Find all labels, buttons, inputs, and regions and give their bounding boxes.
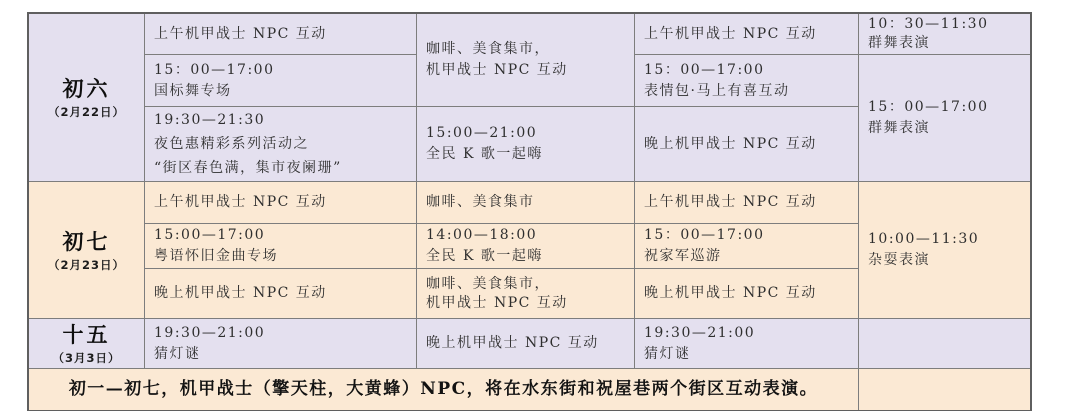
activity-cell-d7-c2-evening-npc (145, 269, 417, 319)
cell-line: 机甲战士 NPC 互动 (426, 62, 568, 78)
cell-line: 上午机甲战士 NPC 互动 (154, 194, 327, 210)
cell-line: 猜灯谜 (644, 345, 691, 362)
cell-line: 祝家军巡游 (644, 248, 722, 264)
activity-cell-d15-c4-lantern-riddles (635, 319, 859, 369)
activity-cell-d6-c4-evening-npc (635, 107, 859, 182)
performance-cell-d15-empty (859, 319, 1030, 369)
activity-cell-d7-c3-coffee-market (417, 182, 635, 224)
cell-line: 咖啡、美食集市 (426, 194, 535, 210)
cell-line: 杂耍表演 (868, 252, 930, 268)
cell-line: 上午机甲战士 NPC 互动 (644, 25, 817, 42)
time-label: 19:30—21:30 (154, 112, 266, 128)
time-label: 15:00—21:00 (426, 125, 538, 141)
cell-line: 全民 K 歌一起嗨 (426, 146, 543, 162)
activity-cell-d6-c2-ballroom (145, 55, 417, 107)
date-label: （2月22日） (47, 105, 125, 119)
date-cell-chuliu (29, 14, 145, 182)
activity-cell-d6-c4-morning-npc (635, 14, 859, 55)
footer-note-text: 初一—初七，机甲战士（擎天柱，大黄蜂）NPC，将在水东街和祝屋巷两个街区互动表演。 (68, 379, 819, 399)
cell-line: 上午机甲战士 NPC 互动 (154, 25, 327, 42)
activity-cell-d7-c3-karaoke (417, 224, 635, 269)
activity-cell-d7-c2-cantopop (145, 224, 417, 269)
cell-line: 猜灯谜 (154, 345, 201, 362)
time-label: 15：00—17:00 (154, 61, 275, 78)
activity-cell-d15-c3-evening-npc (417, 319, 635, 369)
performance-cell-d6-afternoon-dance (859, 55, 1030, 182)
footer-right-empty-cell (859, 369, 1030, 410)
time-label: 15：00—17:00 (868, 99, 989, 115)
performance-cell-d6-morning-dance (859, 14, 1030, 55)
time-label: 10:00—11:30 (868, 231, 980, 247)
day-label: 十五 (62, 323, 111, 347)
time-label: 19:30—21:00 (154, 324, 266, 341)
activity-cell-d7-c4-evening-npc (635, 269, 859, 319)
day-label: 初七 (62, 229, 111, 254)
activity-cell-d6-c3-karaoke (417, 107, 635, 182)
performance-cell-d7-acrobatics (859, 182, 1030, 319)
date-cell-chuqi (29, 182, 145, 319)
activity-cell-d6-c3-coffee-market (417, 14, 635, 107)
cell-line: 晚上机甲战士 NPC 互动 (154, 285, 327, 301)
footer-note-cell (29, 369, 859, 410)
activity-cell-d7-c2-morning-npc (145, 182, 417, 224)
activity-cell-d6-c4-emoji (635, 55, 859, 107)
activity-cell-d7-c4-morning-npc (635, 182, 859, 224)
date-label: （2月23日） (47, 257, 125, 272)
activity-cell-d6-c2-night-market (145, 107, 417, 182)
cell-line: 粤语怀旧金曲专场 (154, 248, 278, 264)
cell-line: 表情包·马上有喜互动 (644, 82, 790, 99)
cell-line: 上午机甲战士 NPC 互动 (644, 194, 817, 210)
date-label: （3月3日） (52, 351, 121, 365)
time-label: 14:00—18:00 (426, 227, 538, 243)
time-label: 19:30—21:00 (644, 324, 756, 341)
cell-line: 咖啡、美食集市， (426, 41, 550, 57)
cell-line: 晚上机甲战士 NPC 互动 (644, 285, 817, 301)
cell-line: 全民 K 歌一起嗨 (426, 248, 543, 264)
cell-line: 晚上机甲战士 NPC 互动 (426, 335, 599, 351)
cell-line: 咖啡、美食集市， (426, 275, 550, 292)
cell-line: “街区春色满，集市夜阑珊” (154, 160, 342, 176)
cell-line: 晚上机甲战士 NPC 互动 (644, 135, 817, 152)
date-cell-shiwu (29, 319, 145, 369)
time-label: 10：30—11:30 (868, 16, 989, 32)
activity-cell-d15-c2-lantern-riddles (145, 319, 417, 369)
cell-line: 国标舞专场 (154, 82, 232, 99)
activity-cell-d6-c2-morning-npc (145, 14, 417, 55)
cell-line: 群舞表演 (868, 35, 930, 51)
activity-cell-d7-c4-parade (635, 224, 859, 269)
day-label: 初六 (62, 77, 111, 101)
time-label: 15：00—17:00 (644, 227, 765, 243)
cell-line: 群舞表演 (868, 120, 930, 136)
time-label: 15:00—17:00 (154, 227, 266, 243)
festival-schedule-table (27, 12, 1032, 411)
activity-cell-d7-c3-coffee-npc (417, 269, 635, 319)
time-label: 15：00—17:00 (644, 61, 765, 78)
cell-line: 机甲战士 NPC 互动 (426, 294, 568, 311)
cell-line: 夜色惠精彩系列活动之 (154, 136, 309, 152)
